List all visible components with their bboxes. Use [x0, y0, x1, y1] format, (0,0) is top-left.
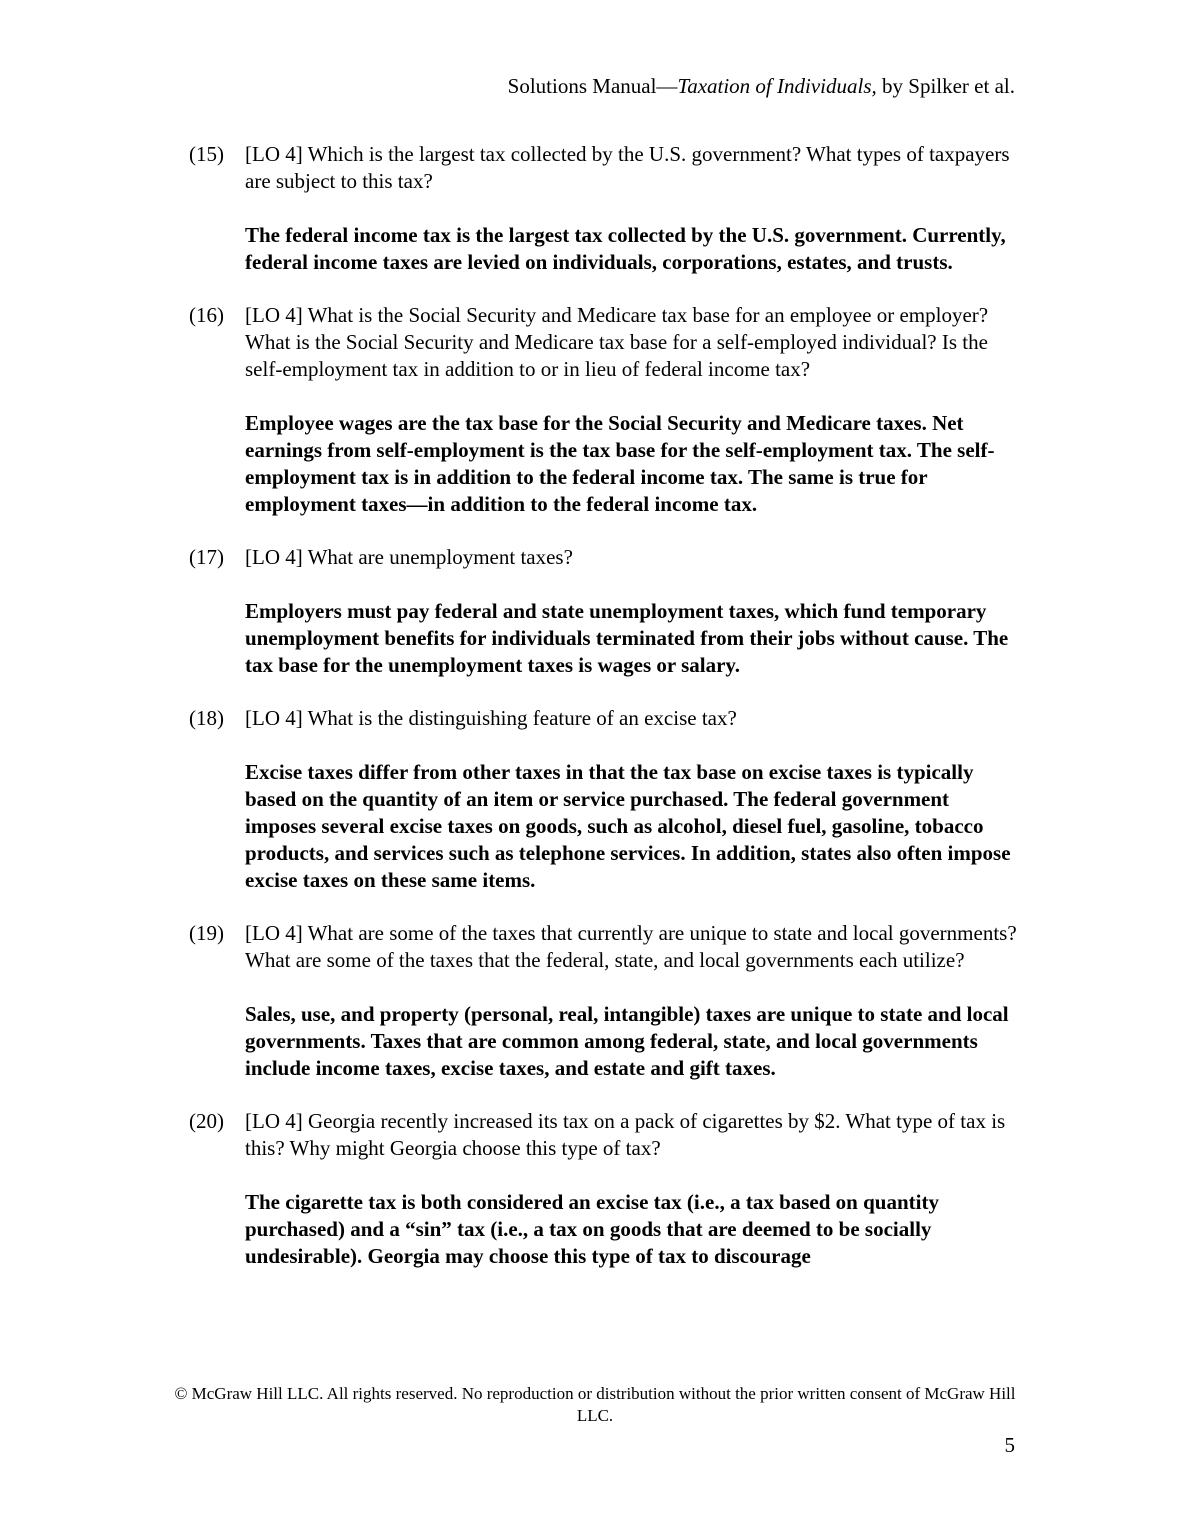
header-prefix: Solutions Manual—	[507, 74, 678, 98]
question-text	[189, 302, 1019, 383]
question-number: (20)	[189, 1109, 224, 1133]
question-text	[189, 920, 1019, 974]
question-body: [LO 4] What is the Social Security and Medicare tax base for an employee or employer? What is the Social Security and Medicare tax base for a self-employed individual? Is the self-employment tax in addition to or in lieu of federal income tax?	[245, 303, 989, 381]
question-number: (18)	[189, 706, 224, 730]
answer-text: Employers must pay federal and state unemployment taxes, which fund temporary unemployment benefits for individuals terminated from their jobs without cause. The tax base for the unemployment taxes is wages or salary.	[245, 599, 1009, 677]
page-number: 5	[1004, 1433, 1015, 1457]
qa-item-15	[189, 141, 1019, 276]
question-number: (17)	[189, 545, 224, 569]
answer-text: The federal income tax is the largest tax collected by the U.S. government. Currently, federal income taxes are levied on individuals, corporations, estates, and trusts.	[245, 223, 1006, 274]
answer-text: Excise taxes differ from other taxes in that the tax base on excise taxes is typically based on the quantity of an item or service purchased. The federal government imposes several excise taxes on goods, such as alcohol, diesel fuel, gasoline, tobacco products, and services such as telephone services. In addition, states also often impose excise taxes on these same items.	[245, 760, 1011, 892]
question-text	[189, 705, 1019, 732]
qa-item-20	[189, 1108, 1019, 1270]
question-number: (16)	[189, 303, 224, 327]
answer-text: Sales, use, and property (personal, real, intangible) taxes are unique to state and local governments. Taxes that are common among federal, state, and local governments include income taxes, excise taxes, and estate and gift taxes.	[245, 1002, 1009, 1080]
answer-text: The cigarette tax is both considered an excise tax (i.e., a tax based on quantity purchased) and a “sin” tax (i.e., a tax on goods that are deemed to be socially undesirable). Georgia may choose this type of tax to discourage	[245, 1190, 939, 1268]
copyright-notice: © McGraw Hill LLC. All rights reserved. No reproduction or distribution without the prior written consent of McGraw Hill LLC.	[174, 1384, 1016, 1425]
question-answer-list	[189, 141, 1019, 1296]
header-suffix: by Spilker et al.	[876, 74, 1015, 98]
question-body: [LO 4] What are some of the taxes that currently are unique to state and local governments? What are some of the taxes that the federal, state, and local governments each utilize?	[245, 921, 1017, 972]
question-body: [LO 4] Georgia recently increased its tax on a pack of cigarettes by $2. What type of tax is this? Why might Georgia choose this type of tax?	[245, 1109, 1006, 1160]
question-body: [LO 4] What are unemployment taxes?	[245, 545, 573, 569]
question-number: (19)	[189, 921, 224, 945]
question-body: [LO 4] What is the distinguishing feature of an excise tax?	[245, 706, 737, 730]
question-text	[189, 141, 1019, 195]
running-header	[508, 72, 1015, 100]
question-number: (15)	[189, 142, 224, 166]
question-text	[189, 544, 1019, 571]
qa-item-17	[189, 544, 1019, 679]
question-body: [LO 4] Which is the largest tax collected by the U.S. government? What types of taxpayers are subject to this tax?	[245, 142, 1010, 193]
question-text	[189, 1108, 1019, 1162]
qa-item-16	[189, 302, 1019, 518]
qa-item-18	[189, 705, 1019, 894]
qa-item-19	[189, 920, 1019, 1082]
book-title: Taxation of Individuals,	[677, 74, 877, 98]
answer-text: Employee wages are the tax base for the Social Security and Medicare taxes. Net earnings from self-employment is the tax base for the self-employment tax. The self-employment tax is in addition to the federal income tax. The same is true for employment taxes—in addition to the federal income tax.	[245, 411, 995, 516]
